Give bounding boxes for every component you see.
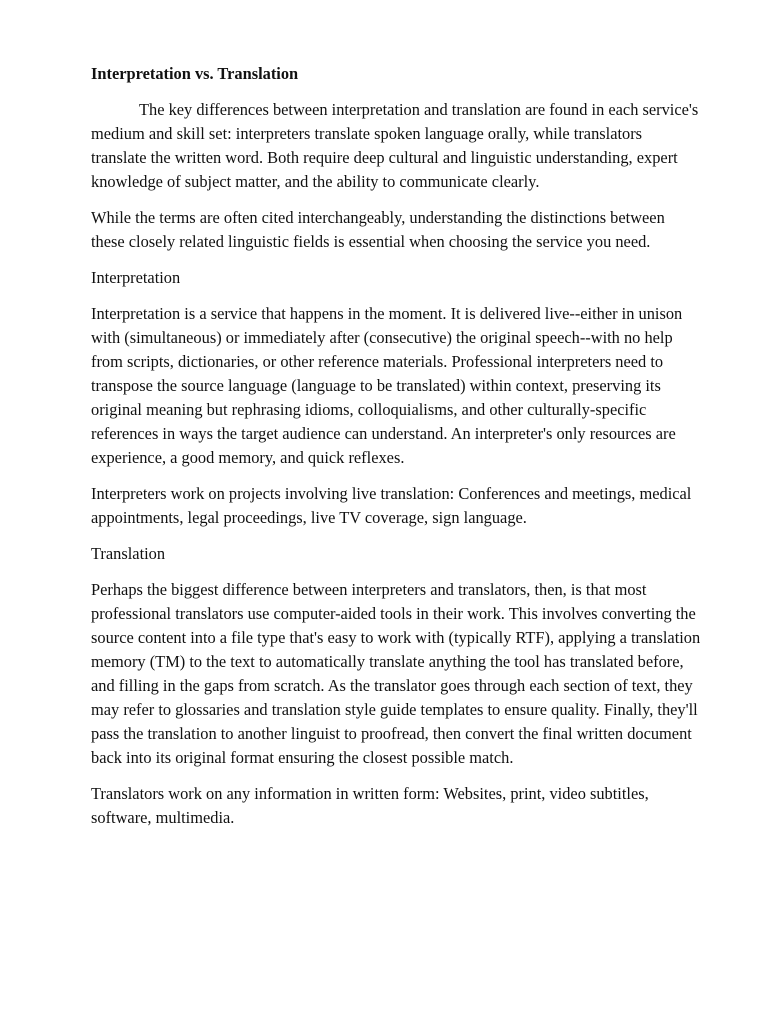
- paragraph-translation-description: Perhaps the biggest difference between interpreters and translators, then, is that most professional translators use computer-aided tools in their work. This involves converting the source content into a file type that's easy to work with (typically RTF), applying a translation memory (TM) to the text to automatically translate anything the tool has translated before, and filling in the gaps from scratch. As the translator goes through each section of text, they may refer to glossaries and translation style guide templates to ensure quality. Finally, they'll pass the translation to another linguist to proofread, then convert the final written document back into its original format ensuring the closest possible match.: [91, 580, 701, 767]
- document-title: Interpretation vs. Translation: [91, 64, 299, 83]
- paragraph-distinctions: While the terms are often cited interchangeably, understanding the distinctions between these closely related linguistic fields is essential when choosing the service you need.: [91, 208, 665, 251]
- paragraph-intro: The key differences between interpretation and translation are found in each service's medium and skill set: interpreters translate spoken language orally, while translators translate the written word. Both require deep cultural and linguistic understanding, expert knowledge of subject matter, and the ability to communicate clearly.: [91, 100, 699, 191]
- document-body: [91, 62, 701, 842]
- section-heading-translation: Translation: [91, 544, 166, 563]
- paragraph-interpretation-description: Interpretation is a service that happens in the moment. It is delivered live--either in unison with (simultaneous) or immediately after (consecutive) the original speech--with no help from scripts, dictionaries, or other reference materials. Professional interpreters need to transpose the source language (language to be translated) within context, preserving its original meaning but rephrasing idioms, colloquialisms, and other culturally-specific references in ways the target audience can understand. An interpreter's only resources are experience, a good memory, and quick reflexes.: [91, 304, 683, 467]
- paragraph-interpreters-work: Interpreters work on projects involving live translation: Conferences and meetings, medical appointments, legal proceedings, live TV coverage, sign language.: [91, 484, 692, 527]
- section-heading-interpretation: Interpretation: [91, 268, 181, 287]
- paragraph-translators-work: Translators work on any information in written form: Websites, print, video subtitles, software, multimedia.: [91, 784, 649, 827]
